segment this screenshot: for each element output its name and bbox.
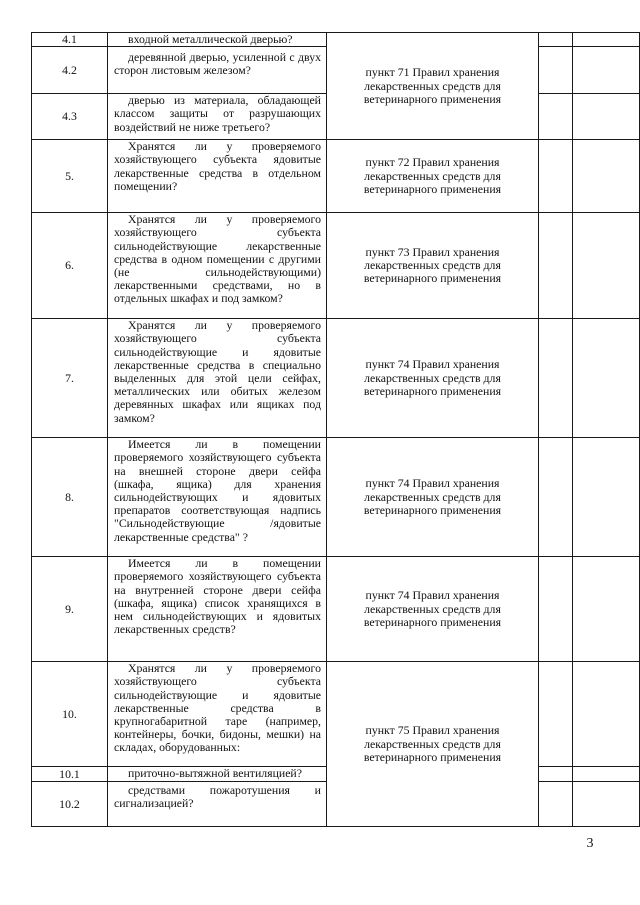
question-text: средствами пожаротушения и сигнализацией? [114,783,321,811]
answer-cell [539,782,573,827]
legal-reference-cell [327,319,539,438]
legal-reference-text: пункт 74 Правил хранения лекарственных средств для ветеринарного применения [363,588,502,629]
page-number: 3 [586,836,594,851]
answer-cell [539,33,573,47]
legal-reference-cell [327,557,539,662]
table-row [32,319,640,438]
table-row [32,33,640,47]
question-text: Хранятся ли у проверяемого хозяйствующего субъекта сильнодействующие и ядовитые лекарственные средства в специально выделенных для этой цели сейфах, металлических или обитых железом деревянных шкафах или ящиках под замком? [114,318,321,425]
question-cell [108,557,327,662]
question-text: входной металлической дверью? [128,32,293,46]
note-cell [573,438,640,557]
question-text: Имеется ли в помещении проверяемого хозяйствующего субъекта на внутренней стороне двери сейфа (шкафа, ящика) список хранящихся в нем сильнодействующих и ядовитых лекарственных средств? [114,556,321,637]
question-text: Хранятся ли у проверяемого хозяйствующего субъекта сильнодействующие и ядовитые лекарственные средства в крупногабаритной таре (например, контейнеры, бочки, бидоны, мешки) на складах, оборудованных: [114,661,321,755]
note-cell [573,782,640,827]
note-cell [573,767,640,782]
note-cell [573,319,640,438]
question-text: дверью из материала, обладающей классом защиты от разрушающих воздействий не ниже третьего? [114,93,321,134]
question-cell [108,140,327,213]
question-cell [108,438,327,557]
row-number: 10. [32,662,108,767]
question-cell [108,319,327,438]
legal-reference-text: пункт 72 Правил хранения лекарственных средств для ветеринарного применения [363,155,502,196]
legal-reference-cell [327,140,539,213]
question-cell [108,33,327,47]
note-cell [573,47,640,94]
question-cell [108,662,327,767]
legal-reference-cell [327,438,539,557]
note-cell [573,33,640,47]
answer-cell [539,767,573,782]
question-cell [108,782,327,827]
question-text: Хранятся ли у проверяемого хозяйствующего субъекта сильнодействующие лекарственные средства в одном помещении с другими (не сильнодействующими) лекарственными средствами, но в отдельных шкафах и под замком? [114,212,321,306]
question-cell [108,94,327,140]
row-number: 8. [32,438,108,557]
answer-cell [539,557,573,662]
note-cell [573,140,640,213]
legal-reference-text: пункт 75 Правил хранения лекарственных средств для ветеринарного применения [363,723,502,764]
legal-reference-text: пункт 74 Правил хранения лекарственных средств для ветеринарного применения [363,476,502,517]
question-text: деревянной дверью, усиленной с двух сторон листовым железом? [114,50,321,78]
table-row [32,438,640,557]
answer-cell [539,662,573,767]
answer-cell [539,47,573,94]
table-row [32,213,640,319]
table-row [32,557,640,662]
row-number: 4.3 [32,94,108,140]
answer-cell [539,140,573,213]
note-cell [573,557,640,662]
legal-reference-text: пункт 74 Правил хранения лекарственных средств для ветеринарного применения [363,357,502,398]
legal-reference-cell [327,662,539,827]
question-cell [108,47,327,94]
legal-reference-cell [327,213,539,319]
row-number: 10.2 [32,782,108,827]
answer-cell [539,319,573,438]
checklist-table [31,32,640,827]
note-cell [573,94,640,140]
question-text: приточно-вытяжной вентиляцией? [128,766,302,781]
answer-cell [539,94,573,140]
row-number: 5. [32,140,108,213]
question-text: Имеется ли в помещении проверяемого хозяйствующего субъекта на внешней стороне двери сейфа (шкафа, ящика) для хранения сильнодействующих и ядовитых препаратов соответствующая надпись "Сильнодействующие /ядовитые лекарственные средства" ? [114,437,321,544]
row-number: 4.2 [32,47,108,94]
row-number: 10.1 [32,767,108,782]
question-cell [108,767,327,782]
table-row [32,662,640,767]
legal-reference-cell [327,33,539,140]
note-cell [573,213,640,319]
row-number: 9. [32,557,108,662]
row-number: 6. [32,213,108,319]
row-number: 7. [32,319,108,438]
note-cell [573,662,640,767]
answer-cell [539,213,573,319]
table-row [32,140,640,213]
question-cell [108,213,327,319]
legal-reference-text: пункт 71 Правил хранения лекарственных средств для ветеринарного применения [363,65,502,106]
answer-cell [539,438,573,557]
question-text: Хранятся ли у проверяемого хозяйствующего субъекта ядовитые лекарственные средства в отдельном помещении? [114,139,321,193]
row-number: 4.1 [32,33,108,47]
legal-reference-text: пункт 73 Правил хранения лекарственных средств для ветеринарного применения [363,244,502,286]
